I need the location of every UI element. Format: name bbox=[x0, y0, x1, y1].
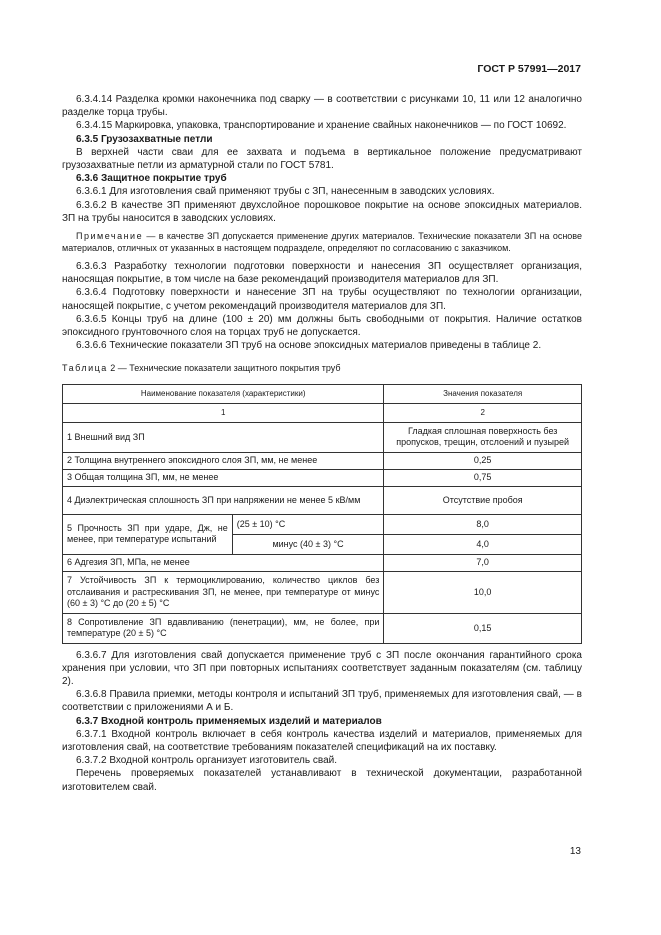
table-header-row bbox=[63, 384, 582, 403]
paragraph-6-3-7-2-list: Перечень проверяемых показателей устанавливают в технической документации, разработанной изготовителем свай. bbox=[62, 768, 582, 793]
row-4-value: Отсутствие пробоя bbox=[384, 486, 582, 514]
table-row bbox=[63, 613, 582, 643]
row-4-name: 4 Диэлектрическая сплошность ЗП при напряжении не менее 5 кВ/мм bbox=[63, 486, 384, 514]
paragraph-6-3-4-14: 6.3.4.14 Разделка кромки наконечника под сварку — в соответствии с рисунками 10, 11 или 12 аналогично разделке торца трубы. bbox=[62, 94, 582, 119]
paragraph-6-3-7-2: 6.3.7.2 Входной контроль организует изготовитель свай. bbox=[76, 755, 337, 767]
note-text: — в качестве ЗП допускается применение других материалов. Технические показатели ЗП на основе материалов, отличных от указанных в настоящем подразделе, определяют по согласованию с заказчиком. bbox=[62, 231, 582, 253]
table-caption-label: Таблица bbox=[62, 363, 108, 374]
table-row bbox=[63, 486, 582, 514]
paragraph-6-3-6-2: 6.3.6.2 В качестве ЗП применяют двухслойное порошковое покрытие на основе эпоксидных материалов. ЗП на трубы наносится в заводских условиях. bbox=[62, 199, 582, 224]
table-row bbox=[63, 554, 582, 571]
paragraph-6-3-6-3: 6.3.6.3 Разработку технологии подготовки поверхности и нанесения ЗП осуществляет организация, наносящая покрытие, в том числе на базе рекомендаций производителя материалов для ЗП. bbox=[62, 261, 582, 286]
row-2-name: 2 Толщина внутреннего эпоксидного слоя ЗП, мм, не менее bbox=[63, 452, 384, 469]
row-5-sub-2: минус (40 ± 3) °С bbox=[232, 534, 384, 554]
paragraph-6-3-6-5: 6.3.6.5 Концы труб на длине (100 ± 20) мм должны быть свободными от покрытия. Наличие остатков эпоксидного грунтовочного слоя на торцах труб не допускается. bbox=[62, 313, 582, 339]
row-1-name: 1 Внешний вид ЗП bbox=[63, 422, 384, 452]
note bbox=[62, 231, 582, 254]
paragraph-6-3-4-15: 6.3.4.15 Маркировка, упаковка, транспортирование и хранение свайных наконечников — по ГОСТ 10692. bbox=[76, 120, 567, 132]
page-number: 13 bbox=[569, 846, 581, 857]
heading-6-3-7: 6.3.7 Входной контроль применяемых изделий и материалов bbox=[76, 715, 382, 727]
table-number-row bbox=[63, 403, 582, 422]
row-3-name: 3 Общая толщина ЗП, мм, не менее bbox=[63, 469, 384, 486]
table-caption bbox=[62, 362, 582, 375]
page-body bbox=[62, 93, 582, 794]
row-5-value-2: 4,0 bbox=[384, 534, 582, 554]
row-1-value: Гладкая сплошная поверхность без пропусков, трещин, отслоений и пузырей bbox=[384, 422, 582, 452]
col-header-name: Наименование показателя (характеристики) bbox=[63, 384, 384, 403]
row-8-value: 0,15 bbox=[384, 613, 582, 643]
col-header-value: Значения показателя bbox=[384, 384, 582, 403]
row-5-name: 5 Прочность ЗП при ударе, Дж, не менее, при температуре испытаний bbox=[63, 514, 233, 554]
paragraph-6-3-5: В верхней части сваи для ее захвата и подъема в вертикальное положение предусматривают грузозахватные петли из арматурной стали по ГОСТ 5781. bbox=[62, 146, 582, 172]
paragraph-6-3-6-4: 6.3.6.4 Подготовку поверхности и нанесение ЗП на трубы осуществляют по технологии организации, наносящей покрытие, с учетом рекомендаций производителя материалов для ЗП. bbox=[62, 287, 582, 312]
col-number-2: 2 bbox=[384, 403, 582, 422]
table-row bbox=[63, 514, 582, 534]
row-6-value: 7,0 bbox=[384, 554, 582, 571]
paragraph-6-3-6-8: 6.3.6.8 Правила приемки, методы контроля и испытаний ЗП труб, применяемых для изготовления свай, — в соответствии с приложениями А и Б. bbox=[62, 689, 582, 714]
row-6-name: 6 Адгезия ЗП, МПа, не менее bbox=[63, 554, 384, 571]
paragraph-6-3-6-1: 6.3.6.1 Для изготовления свай применяют трубы с ЗП, нанесенным в заводских условиях. bbox=[76, 186, 495, 198]
table-2 bbox=[62, 384, 582, 644]
heading-6-3-5: 6.3.5 Грузозахватные петли bbox=[76, 133, 213, 145]
table-row bbox=[63, 422, 582, 452]
paragraph-6-3-7-1: 6.3.7.1 Входной контроль включает в себя контроль качества изделий и материалов, применяемых для изготовления свай, на соответствие требованиям показателей спецификаций на их поставку. bbox=[62, 728, 582, 754]
row-7-value: 10,0 bbox=[384, 571, 582, 613]
paragraph-6-3-6-6: 6.3.6.6 Технические показатели ЗП труб на основе эпоксидных материалов приведены в таблице 2. bbox=[76, 340, 542, 352]
row-2-value: 0,25 bbox=[384, 452, 582, 469]
table-row bbox=[63, 571, 582, 613]
document-code: ГОСТ Р 57991—2017 bbox=[477, 63, 581, 75]
row-3-value: 0,75 bbox=[384, 469, 582, 486]
note-label: Примечание bbox=[76, 231, 144, 242]
row-5-value-1: 8,0 bbox=[384, 514, 582, 534]
paragraph-6-3-6-7: 6.3.6.7 Для изготовления свай допускается применение труб с ЗП после окончания гарантийного срока хранения при условии, что ЗП при повторных испытаниях соответствует заданным показателям (см. таблицу 2). bbox=[62, 649, 582, 688]
row-7-name: 7 Устойчивость ЗП к термоциклированию, количество циклов без отслаивания и растрескивания ЗП, не менее, при температуре от минус (60 ± 3) °С до (20 ± 5) °С bbox=[63, 571, 384, 613]
table-caption-text: 2 — Технические показатели защитного покрытия труб bbox=[107, 363, 341, 374]
row-8-name: 8 Сопротивление ЗП вдавливанию (пенетрации), мм, не более, при температуре (20 ± 5) °С bbox=[63, 613, 384, 643]
col-number-1: 1 bbox=[63, 403, 384, 422]
heading-6-3-6: 6.3.6 Защитное покрытие труб bbox=[76, 173, 227, 185]
table-row bbox=[63, 452, 582, 469]
table-row bbox=[63, 469, 582, 486]
row-5-sub-1: (25 ± 10) °С bbox=[232, 514, 384, 534]
